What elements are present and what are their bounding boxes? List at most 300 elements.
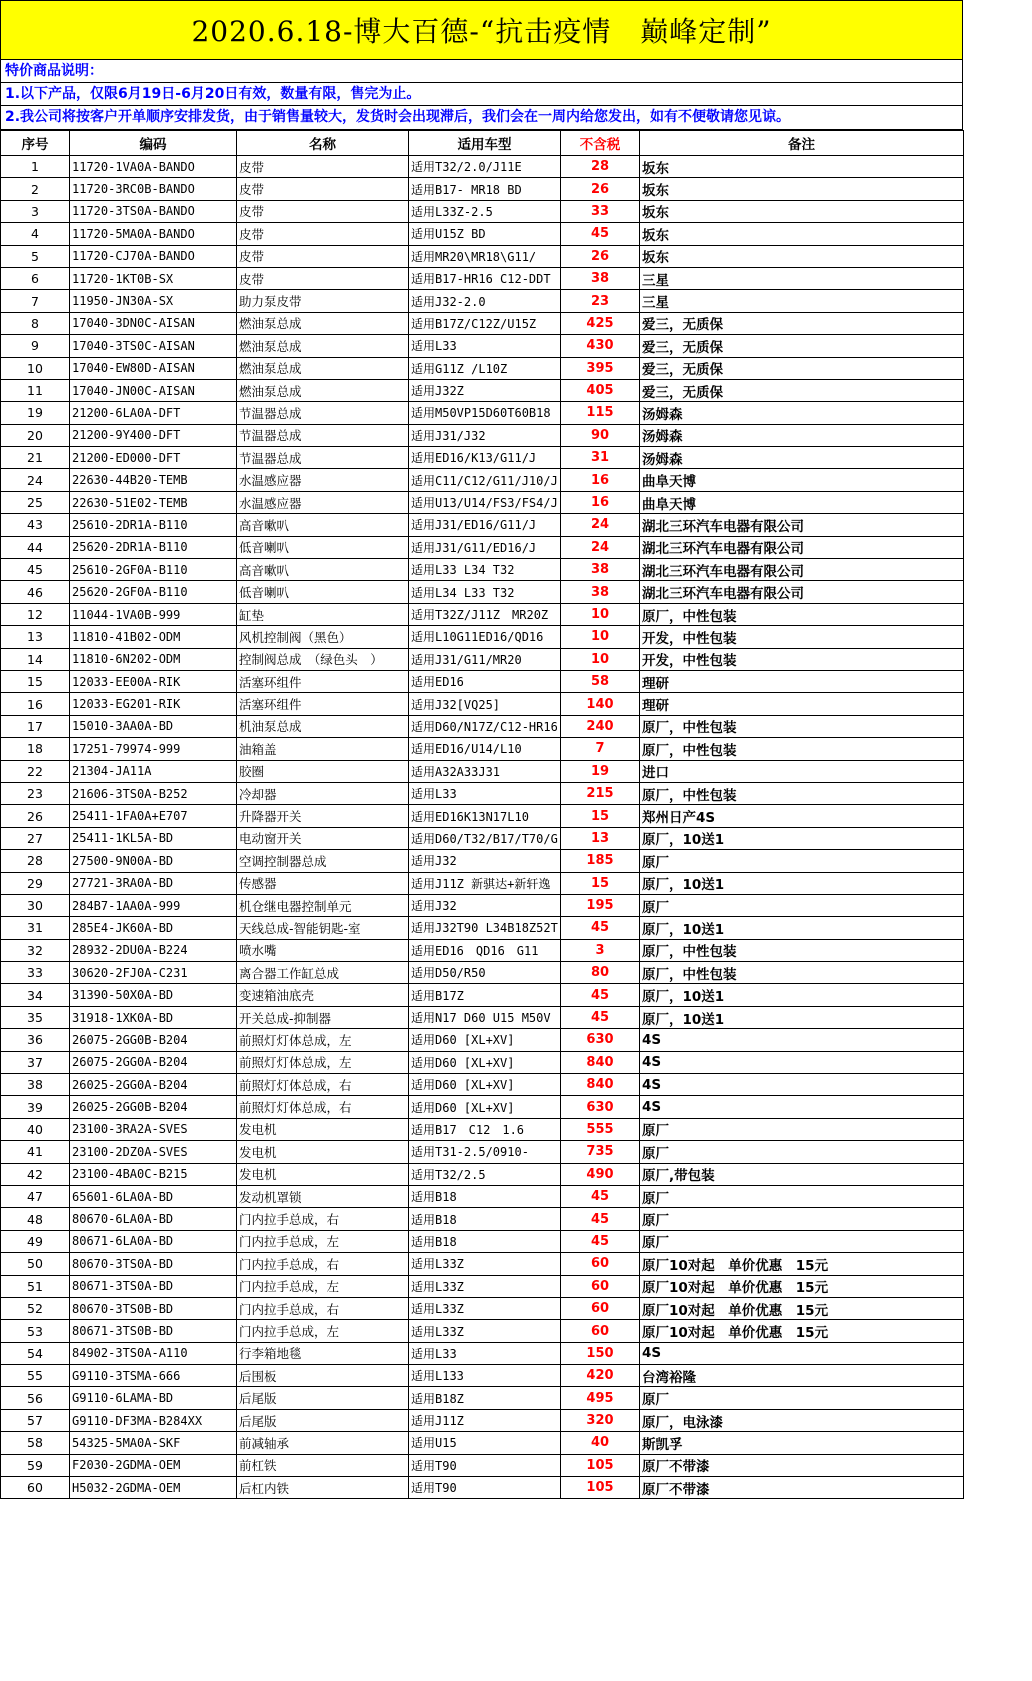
- cell-code: G9110-DF3MA-B284XX: [70, 1409, 237, 1431]
- cell-code: H5032-2GDMA-OEM: [70, 1477, 237, 1499]
- cell-index: 10: [1, 357, 70, 379]
- cell-model: 适用T31-2.5/0910-: [409, 1141, 561, 1163]
- cell-name: 低音喇叭: [237, 536, 409, 558]
- cell-model: 适用L33 L34 T32: [409, 559, 561, 581]
- cell-remark: 原厂: [640, 1185, 964, 1207]
- cell-index: 53: [1, 1320, 70, 1342]
- cell-name: 皮带: [237, 267, 409, 289]
- table-row: [1, 805, 964, 827]
- cell-index: 24: [1, 469, 70, 491]
- cell-index: 41: [1, 1141, 70, 1163]
- cell-model: 适用J11Z: [409, 1409, 561, 1431]
- cell-model: 适用B17-HR16 C12-DDT: [409, 267, 561, 289]
- table-row: [1, 491, 964, 513]
- cell-name: 发电机: [237, 1163, 409, 1185]
- cell-code: 26075-2GG0B-B204: [70, 1029, 237, 1051]
- cell-code: 65601-6LA0A-BD: [70, 1185, 237, 1207]
- cell-code: 26075-2GG0A-B204: [70, 1051, 237, 1073]
- cell-index: 35: [1, 1006, 70, 1028]
- cell-remark: 坂东: [640, 178, 964, 200]
- cell-price: 495: [561, 1387, 640, 1409]
- cell-price: 215: [561, 782, 640, 804]
- cell-remark: 原厂10对起 单价优惠 15元: [640, 1253, 964, 1275]
- table-row: [1, 559, 964, 581]
- header-index: 序号: [1, 131, 70, 156]
- cell-remark: 坂东: [640, 200, 964, 222]
- cell-index: 9: [1, 335, 70, 357]
- cell-index: 30: [1, 894, 70, 916]
- cell-price: 40: [561, 1432, 640, 1454]
- cell-name: 发动机罩锁: [237, 1185, 409, 1207]
- cell-name: 水温感应器: [237, 491, 409, 513]
- cell-price: 840: [561, 1051, 640, 1073]
- cell-index: 26: [1, 805, 70, 827]
- cell-code: 284B7-1AA0A-999: [70, 894, 237, 916]
- table-row: [1, 267, 964, 289]
- table-row: [1, 715, 964, 737]
- cell-name: 空调控制器总成: [237, 850, 409, 872]
- cell-price: 90: [561, 424, 640, 446]
- cell-price: 840: [561, 1074, 640, 1096]
- cell-price: 45: [561, 917, 640, 939]
- cell-code: 17040-EW80D-AISAN: [70, 357, 237, 379]
- cell-name: 前杠铁: [237, 1454, 409, 1476]
- cell-name: 水温感应器: [237, 469, 409, 491]
- cell-model: 适用T32/2.0/J11E: [409, 156, 561, 178]
- cell-name: 门内拉手总成，右: [237, 1297, 409, 1319]
- cell-name: 前照灯灯体总成，右: [237, 1096, 409, 1118]
- cell-price: 150: [561, 1342, 640, 1364]
- cell-name: 燃油泵总成: [237, 379, 409, 401]
- cell-index: 17: [1, 715, 70, 737]
- cell-model: 适用B17 C12 1.6: [409, 1118, 561, 1140]
- cell-model: 适用L33: [409, 335, 561, 357]
- cell-index: 37: [1, 1051, 70, 1073]
- table-row: [1, 738, 964, 760]
- cell-model: 适用D60 [XL+XV]: [409, 1029, 561, 1051]
- cell-price: 28: [561, 156, 640, 178]
- cell-name: 后杠内铁: [237, 1477, 409, 1499]
- cell-index: 48: [1, 1208, 70, 1230]
- header-name: 名称: [237, 131, 409, 156]
- cell-index: 43: [1, 514, 70, 536]
- table-row: [1, 290, 964, 312]
- cell-model: 适用C11/C12/G11/J10/J: [409, 469, 561, 491]
- cell-code: 84902-3TS0A-A110: [70, 1342, 237, 1364]
- cell-index: 50: [1, 1253, 70, 1275]
- cell-model: 适用ED16K13N17L10: [409, 805, 561, 827]
- cell-model: 适用D50/R50: [409, 962, 561, 984]
- cell-index: 1: [1, 156, 70, 178]
- cell-price: 26: [561, 245, 640, 267]
- cell-price: 630: [561, 1096, 640, 1118]
- cell-name: 门内拉手总成，右: [237, 1208, 409, 1230]
- cell-code: 21304-JA11A: [70, 760, 237, 782]
- cell-name: 皮带: [237, 200, 409, 222]
- table-row: [1, 536, 964, 558]
- cell-index: 39: [1, 1096, 70, 1118]
- cell-price: 630: [561, 1029, 640, 1051]
- cell-model: 适用L33Z: [409, 1275, 561, 1297]
- cell-price: 45: [561, 1006, 640, 1028]
- cell-remark: 理研: [640, 670, 964, 692]
- cell-remark: 开发，中性包装: [640, 626, 964, 648]
- cell-code: 27721-3RA0A-BD: [70, 872, 237, 894]
- table-row: [1, 1230, 964, 1252]
- cell-price: 60: [561, 1253, 640, 1275]
- note-heading: 特价商品说明：: [0, 60, 963, 83]
- cell-code: 31390-50X0A-BD: [70, 984, 237, 1006]
- cell-name: 门内拉手总成，左: [237, 1230, 409, 1252]
- table-row: [1, 581, 964, 603]
- cell-model: 适用ED16/K13/G11/J: [409, 447, 561, 469]
- cell-code: 27500-9N00A-BD: [70, 850, 237, 872]
- cell-model: 适用U13/U14/FS3/FS4/J: [409, 491, 561, 513]
- cell-index: 34: [1, 984, 70, 1006]
- cell-remark: 坂东: [640, 156, 964, 178]
- cell-index: 54: [1, 1342, 70, 1364]
- cell-name: 离合器工作缸总成: [237, 962, 409, 984]
- cell-model: 适用L33Z: [409, 1297, 561, 1319]
- cell-name: 前照灯灯体总成，右: [237, 1074, 409, 1096]
- cell-index: 58: [1, 1432, 70, 1454]
- cell-remark: 4S: [640, 1342, 964, 1364]
- cell-remark: 原厂不带漆: [640, 1477, 964, 1499]
- cell-price: 31: [561, 447, 640, 469]
- cell-price: 38: [561, 559, 640, 581]
- table-row: [1, 1409, 964, 1431]
- table-row: [1, 1185, 964, 1207]
- cell-name: 燃油泵总成: [237, 312, 409, 334]
- cell-model: 适用J31/J32: [409, 424, 561, 446]
- cell-model: 适用B18: [409, 1185, 561, 1207]
- cell-name: 门内拉手总成，左: [237, 1275, 409, 1297]
- cell-code: 23100-2DZ0A-SVES: [70, 1141, 237, 1163]
- cell-code: F2030-2GDMA-OEM: [70, 1454, 237, 1476]
- cell-code: 11810-6N202-ODM: [70, 648, 237, 670]
- cell-name: 控制阀总成 （绿色头 ）: [237, 648, 409, 670]
- cell-remark: 曲阜天博: [640, 491, 964, 513]
- cell-price: 185: [561, 850, 640, 872]
- table-row: [1, 1297, 964, 1319]
- cell-index: 11: [1, 379, 70, 401]
- cell-model: 适用T32Z/J11Z MR20Z: [409, 603, 561, 625]
- cell-code: 23100-3RA2A-SVES: [70, 1118, 237, 1140]
- cell-index: 6: [1, 267, 70, 289]
- cell-index: 36: [1, 1029, 70, 1051]
- cell-price: 60: [561, 1320, 640, 1342]
- cell-model: 适用L33Z: [409, 1320, 561, 1342]
- table-row: [1, 693, 964, 715]
- cell-price: 45: [561, 1185, 640, 1207]
- cell-price: 45: [561, 1230, 640, 1252]
- table-row: [1, 1051, 964, 1073]
- cell-name: 升降器开关: [237, 805, 409, 827]
- cell-remark: 原厂: [640, 1141, 964, 1163]
- table-row: [1, 917, 964, 939]
- table-row: [1, 872, 964, 894]
- cell-price: 15: [561, 872, 640, 894]
- cell-price: 16: [561, 491, 640, 513]
- cell-name: 高音嗽叭: [237, 514, 409, 536]
- cell-code: 285E4-JK60A-BD: [70, 917, 237, 939]
- cell-remark: 原厂,带包装: [640, 1163, 964, 1185]
- cell-name: 行李箱地毯: [237, 1342, 409, 1364]
- cell-remark: 湖北三环汽车电器有限公司: [640, 559, 964, 581]
- table-row: [1, 939, 964, 961]
- cell-model: 适用L34 L33 T32: [409, 581, 561, 603]
- cell-price: 60: [561, 1297, 640, 1319]
- cell-index: 47: [1, 1185, 70, 1207]
- cell-index: 22: [1, 760, 70, 782]
- cell-model: 适用ED16: [409, 670, 561, 692]
- cell-price: 195: [561, 894, 640, 916]
- cell-code: 15010-3AA0A-BD: [70, 715, 237, 737]
- cell-code: 54325-5MA0A-SKF: [70, 1432, 237, 1454]
- cell-name: 皮带: [237, 178, 409, 200]
- cell-remark: 爱三，无质保: [640, 312, 964, 334]
- cell-remark: 原厂，中性包装: [640, 603, 964, 625]
- cell-price: 80: [561, 962, 640, 984]
- table-row: [1, 1477, 964, 1499]
- table-row: [1, 223, 964, 245]
- table-row: [1, 827, 964, 849]
- cell-price: 38: [561, 267, 640, 289]
- cell-model: 适用J31/ED16/G11/J: [409, 514, 561, 536]
- cell-index: 21: [1, 447, 70, 469]
- cell-price: 19: [561, 760, 640, 782]
- cell-remark: 郑州日产4S: [640, 805, 964, 827]
- table-row: [1, 245, 964, 267]
- cell-price: 320: [561, 1409, 640, 1431]
- cell-name: 皮带: [237, 156, 409, 178]
- cell-model: 适用L33Z-2.5: [409, 200, 561, 222]
- cell-price: 425: [561, 312, 640, 334]
- cell-model: 适用D60 [XL+XV]: [409, 1074, 561, 1096]
- cell-remark: 进口: [640, 760, 964, 782]
- cell-index: 38: [1, 1074, 70, 1096]
- cell-model: 适用B17Z: [409, 984, 561, 1006]
- cell-price: 7: [561, 738, 640, 760]
- table-row: [1, 200, 964, 222]
- table-row: [1, 1006, 964, 1028]
- table-row: [1, 1163, 964, 1185]
- cell-index: 3: [1, 200, 70, 222]
- cell-name: 助力泵皮带: [237, 290, 409, 312]
- cell-model: 适用D60/T32/B17/T70/G: [409, 827, 561, 849]
- cell-remark: 4S: [640, 1074, 964, 1096]
- table-row: [1, 1253, 964, 1275]
- cell-code: 21200-6LA0A-DFT: [70, 402, 237, 424]
- cell-price: 13: [561, 827, 640, 849]
- cell-code: 11720-1KT0B-SX: [70, 267, 237, 289]
- table-row: [1, 379, 964, 401]
- table-row: [1, 1432, 964, 1454]
- cell-code: 11950-JN30A-SX: [70, 290, 237, 312]
- table-row: [1, 1365, 964, 1387]
- cell-index: 19: [1, 402, 70, 424]
- cell-code: 11044-1VA0B-999: [70, 603, 237, 625]
- cell-name: 发电机: [237, 1118, 409, 1140]
- cell-remark: 原厂，中性包装: [640, 738, 964, 760]
- cell-index: 27: [1, 827, 70, 849]
- cell-remark: 爱三，无质保: [640, 335, 964, 357]
- cell-model: 适用J32Z: [409, 379, 561, 401]
- table-row: [1, 670, 964, 692]
- cell-price: 10: [561, 648, 640, 670]
- cell-code: 21606-3TS0A-B252: [70, 782, 237, 804]
- table-row: [1, 402, 964, 424]
- cell-index: 32: [1, 939, 70, 961]
- cell-name: 节温器总成: [237, 424, 409, 446]
- cell-index: 44: [1, 536, 70, 558]
- note-shipping: 2.我公司将按客户开单顺序安排发货，由于销售量较大，发货时会出现滞后，我们会在一周内给您发出，如有不便敬请您见谅。: [0, 106, 963, 130]
- cell-remark: 原厂10对起 单价优惠 15元: [640, 1275, 964, 1297]
- cell-name: 后围板: [237, 1365, 409, 1387]
- cell-model: 适用L33Z: [409, 1253, 561, 1275]
- cell-name: 发电机: [237, 1141, 409, 1163]
- cell-name: 冷却器: [237, 782, 409, 804]
- cell-name: 低音喇叭: [237, 581, 409, 603]
- cell-model: 适用B18: [409, 1230, 561, 1252]
- cell-model: 适用J31/G11/MR20: [409, 648, 561, 670]
- cell-name: 节温器总成: [237, 447, 409, 469]
- table-header-row: [1, 131, 964, 156]
- cell-name: 门内拉手总成，右: [237, 1253, 409, 1275]
- cell-name: 风机控制阀（黑色）: [237, 626, 409, 648]
- cell-code: 31918-1XK0A-BD: [70, 1006, 237, 1028]
- cell-index: 33: [1, 962, 70, 984]
- cell-remark: 湖北三环汽车电器有限公司: [640, 514, 964, 536]
- cell-name: 活塞环组件: [237, 670, 409, 692]
- cell-code: G9110-3TSMA-666: [70, 1365, 237, 1387]
- parts-table: [0, 130, 964, 1499]
- cell-price: 405: [561, 379, 640, 401]
- cell-model: 适用U15: [409, 1432, 561, 1454]
- cell-remark: 原厂10对起 单价优惠 15元: [640, 1320, 964, 1342]
- table-row: [1, 335, 964, 357]
- cell-model: 适用G11Z /L10Z: [409, 357, 561, 379]
- cell-name: 燃油泵总成: [237, 357, 409, 379]
- cell-remark: 曲阜天博: [640, 469, 964, 491]
- cell-model: 适用L133: [409, 1365, 561, 1387]
- cell-code: 23100-4BA0C-B215: [70, 1163, 237, 1185]
- table-row: [1, 1118, 964, 1140]
- table-row: [1, 603, 964, 625]
- cell-code: 17040-JN00C-AISAN: [70, 379, 237, 401]
- cell-index: 14: [1, 648, 70, 670]
- cell-code: 11720-5MA0A-BANDO: [70, 223, 237, 245]
- cell-code: 25620-2DR1A-B110: [70, 536, 237, 558]
- cell-remark: 原厂: [640, 1208, 964, 1230]
- cell-remark: 原厂，10送1: [640, 917, 964, 939]
- cell-index: 8: [1, 312, 70, 334]
- cell-index: 46: [1, 581, 70, 603]
- cell-code: 25610-2DR1A-B110: [70, 514, 237, 536]
- cell-name: 传感器: [237, 872, 409, 894]
- cell-name: 缸垫: [237, 603, 409, 625]
- cell-remark: 原厂: [640, 1230, 964, 1252]
- cell-index: 20: [1, 424, 70, 446]
- cell-remark: 原厂，电泳漆: [640, 1409, 964, 1431]
- table-row: [1, 850, 964, 872]
- cell-price: 140: [561, 693, 640, 715]
- cell-remark: 理研: [640, 693, 964, 715]
- cell-price: 395: [561, 357, 640, 379]
- cell-model: 适用D60 [XL+XV]: [409, 1096, 561, 1118]
- cell-name: 后尾版: [237, 1387, 409, 1409]
- cell-price: 105: [561, 1454, 640, 1476]
- header-price: 不含税: [561, 131, 640, 156]
- cell-code: G9110-6LAMA-BD: [70, 1387, 237, 1409]
- cell-model: 适用B17Z/C12Z/U15Z: [409, 312, 561, 334]
- table-row: [1, 894, 964, 916]
- cell-name: 前照灯灯体总成，左: [237, 1029, 409, 1051]
- cell-index: 18: [1, 738, 70, 760]
- cell-code: 17040-3TS0C-AISAN: [70, 335, 237, 357]
- cell-model: 适用B18Z: [409, 1387, 561, 1409]
- cell-index: 49: [1, 1230, 70, 1252]
- cell-code: 80670-6LA0A-BD: [70, 1208, 237, 1230]
- cell-code: 11720-3TS0A-BANDO: [70, 200, 237, 222]
- cell-price: 735: [561, 1141, 640, 1163]
- cell-price: 430: [561, 335, 640, 357]
- cell-name: 燃油泵总成: [237, 335, 409, 357]
- table-row: [1, 1320, 964, 1342]
- cell-remark: 原厂，10送1: [640, 827, 964, 849]
- cell-index: 5: [1, 245, 70, 267]
- table-row: [1, 1208, 964, 1230]
- cell-price: 23: [561, 290, 640, 312]
- cell-name: 皮带: [237, 245, 409, 267]
- cell-remark: 原厂: [640, 850, 964, 872]
- cell-model: 适用T90: [409, 1454, 561, 1476]
- cell-name: 前照灯灯体总成，左: [237, 1051, 409, 1073]
- cell-remark: 坂东: [640, 223, 964, 245]
- sheet-title: 2020.6.18-博大百德-“抗击疫情 巅峰定制”: [0, 0, 963, 60]
- table-row: [1, 424, 964, 446]
- cell-remark: 爱三，无质保: [640, 357, 964, 379]
- cell-price: 16: [561, 469, 640, 491]
- cell-price: 33: [561, 200, 640, 222]
- cell-model: 适用L10G11ED16/QD16: [409, 626, 561, 648]
- cell-remark: 爱三，无质保: [640, 379, 964, 401]
- header-model: 适用车型: [409, 131, 561, 156]
- cell-remark: 原厂: [640, 1118, 964, 1140]
- cell-code: 11720-CJ70A-BANDO: [70, 245, 237, 267]
- cell-name: 高音嗽叭: [237, 559, 409, 581]
- cell-remark: 原厂不带漆: [640, 1454, 964, 1476]
- table-row: [1, 514, 964, 536]
- cell-code: 26025-2GG0A-B204: [70, 1074, 237, 1096]
- cell-remark: 原厂，10送1: [640, 984, 964, 1006]
- cell-price: 115: [561, 402, 640, 424]
- cell-model: 适用ED16/U14/L10: [409, 738, 561, 760]
- table-row: [1, 1141, 964, 1163]
- cell-index: 51: [1, 1275, 70, 1297]
- cell-index: 13: [1, 626, 70, 648]
- cell-code: 26025-2GG0B-B204: [70, 1096, 237, 1118]
- table-row: [1, 312, 964, 334]
- table-row: [1, 782, 964, 804]
- cell-price: 38: [561, 581, 640, 603]
- cell-remark: 汤姆森: [640, 447, 964, 469]
- cell-remark: 三星: [640, 290, 964, 312]
- note-validity: 1.以下产品，仅限6月19日-6月20日有效，数量有限，售完为止。: [0, 83, 963, 106]
- cell-remark: 原厂10对起 单价优惠 15元: [640, 1297, 964, 1319]
- cell-model: 适用J32: [409, 894, 561, 916]
- cell-index: 29: [1, 872, 70, 894]
